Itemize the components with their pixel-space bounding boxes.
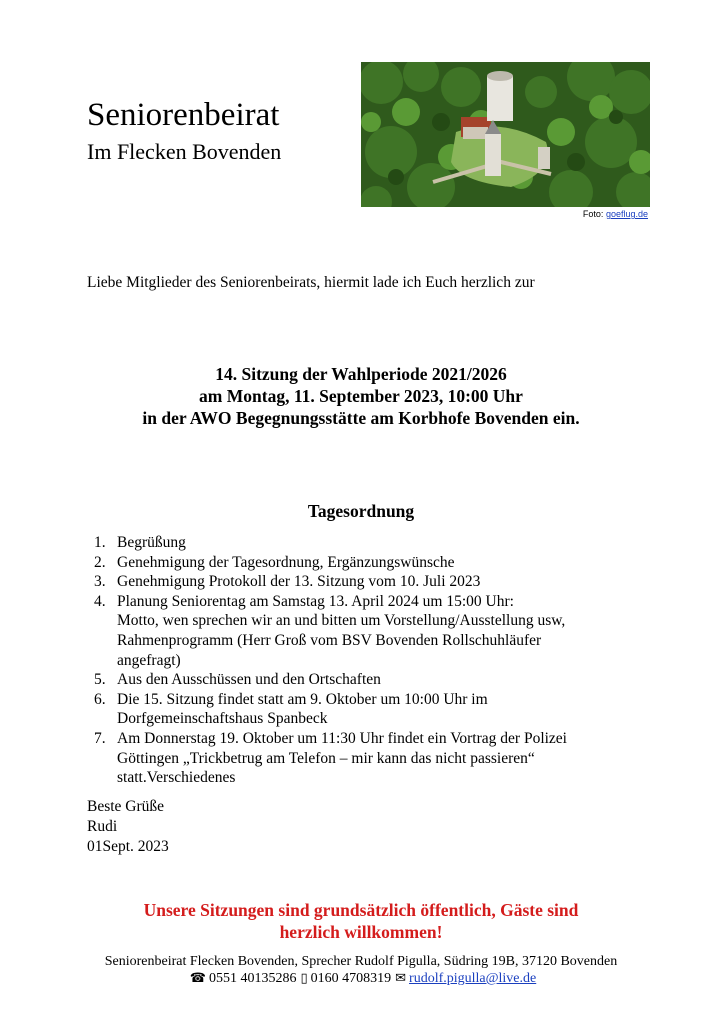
envelope-icon: ✉ xyxy=(395,971,407,986)
agenda-item-number: 7. xyxy=(94,729,106,747)
public-meeting-notice xyxy=(60,899,662,943)
closing-greeting: Beste Grüße xyxy=(87,798,165,815)
agenda-item-text: Genehmigung der Tagesordnung, Ergänzungswünsche xyxy=(117,553,455,571)
footer-contacts xyxy=(40,970,682,988)
agenda-item-number: 5. xyxy=(94,671,106,689)
agenda-heading: Tagesordnung xyxy=(307,501,415,521)
agenda-item-number: 1. xyxy=(94,534,106,551)
agenda-item xyxy=(87,592,647,670)
agenda-item xyxy=(87,553,647,573)
agenda-item xyxy=(87,690,647,729)
agenda-item xyxy=(87,533,647,553)
footer-address: Seniorenbeirat Flecken Bovenden, Sprecher Rudolf Pigulla, Südring 19B, 37120 Bovenden xyxy=(104,954,618,969)
agenda-item xyxy=(87,572,647,592)
footer-mobile: 0160 4708319 xyxy=(310,971,392,986)
meeting-line-session: 14. Sitzung der Wahlperiode 2021/2026 xyxy=(215,364,507,384)
agenda-item-text: Genehmigung Protokoll der 13. Sitzung vom 10. Juli 2023 xyxy=(117,573,481,591)
photo-credit-label: Foto: xyxy=(582,209,604,219)
agenda-item-number: 4. xyxy=(94,592,106,610)
telephone-icon: ☎ xyxy=(189,971,206,986)
photo-credit-link[interactable]: goeflug.de xyxy=(605,209,648,219)
mobile-phone-icon: ▯ xyxy=(300,971,308,986)
castle-aerial-photo xyxy=(361,62,650,207)
agenda-item-text: Aus den Ausschüssen und den Ortschaften xyxy=(117,671,381,689)
agenda-item-number: 3. xyxy=(94,573,106,591)
agenda-item-text: Am Donnerstag 19. Oktober um 11:30 Uhr findet ein Vortrag der Polizei Göttingen „Trickbetrug am Telefon – mir kann das nicht passieren“ statt.Verschiedenes xyxy=(117,729,567,787)
meeting-line-location: in der AWO Begegnungsstätte am Korbhofe Bovenden ein. xyxy=(142,408,580,428)
agenda-item-text: Planung Seniorentag am Samstag 13. April 2024 um 15:00 Uhr: Motto, wen sprechen wir an und bitten um Vorstellung/Ausstellung usw, Rahmenprogramm (Herr Groß vom BSV Bovenden Rollschuhläufer angefragt) xyxy=(117,592,566,669)
footer-email-link[interactable]: rudolf.pigulla@live.de xyxy=(409,971,537,986)
agenda-item-number: 6. xyxy=(94,690,106,708)
agenda-item xyxy=(87,729,647,788)
meeting-details xyxy=(60,363,662,429)
invitation-intro: Liebe Mitglieder des Seniorenbeirats, hiermit lade ich Euch herzlich zur xyxy=(87,274,535,291)
agenda-item-number: 2. xyxy=(94,553,106,571)
closing-block xyxy=(87,797,169,857)
closing-name: Rudi xyxy=(87,818,118,835)
notice-line-2: herzlich willkommen! xyxy=(279,922,443,942)
footer-phone: 0551 40135286 xyxy=(208,971,297,986)
agenda-item-text: Die 15. Sitzung findet statt am 9. Oktober um 10:00 Uhr im Dorfgemeinschaftshaus Spanbeck xyxy=(117,690,488,728)
notice-line-1: Unsere Sitzungen sind grundsätzlich öffentlich, Gäste sind xyxy=(143,900,579,920)
organization-title: Seniorenbeirat xyxy=(87,97,280,133)
agenda-item-text: Begrüßung xyxy=(117,534,186,551)
photo-credit xyxy=(500,208,648,220)
agenda-item xyxy=(87,670,647,690)
organization-subtitle: Im Flecken Bovenden xyxy=(87,139,282,164)
agenda-list xyxy=(87,533,647,788)
meeting-line-date: am Montag, 11. September 2023, 10:00 Uhr xyxy=(199,386,523,406)
closing-date: 01Sept. 2023 xyxy=(87,838,169,855)
